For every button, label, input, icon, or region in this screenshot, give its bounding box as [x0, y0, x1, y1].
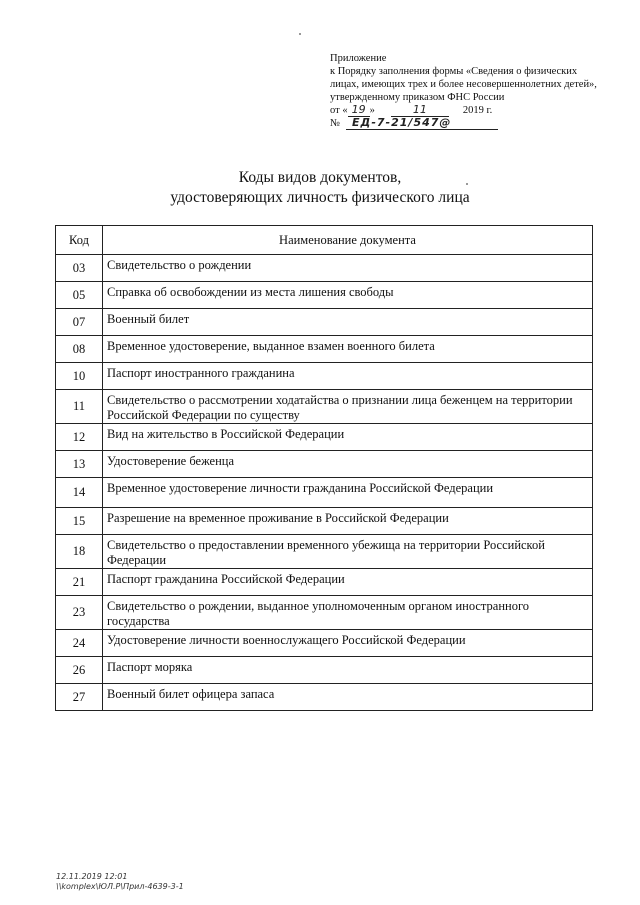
row-code: 27	[56, 684, 103, 711]
row-code: 13	[56, 451, 103, 478]
row-code: 24	[56, 630, 103, 657]
number-prefix: №	[330, 118, 341, 129]
table-row	[56, 535, 593, 569]
table-row	[56, 282, 593, 309]
row-name: Разрешение на временное проживание в Российской Федерации	[103, 508, 593, 535]
row-name: Паспорт моряка	[103, 657, 593, 684]
row-name: Военный билет	[103, 309, 593, 336]
table-header-row	[56, 226, 593, 255]
table-row	[56, 424, 593, 451]
document-codes-table	[55, 225, 593, 711]
row-name: Военный билет офицера запаса	[103, 684, 593, 711]
table-row	[56, 596, 593, 630]
row-code: 18	[56, 535, 103, 569]
footer-timestamp: 12.11.2019 12:01	[56, 872, 128, 881]
title-line-1: Коды видов документов,	[238, 169, 402, 186]
row-code: 07	[56, 309, 103, 336]
order-number	[330, 117, 630, 130]
row-code: 12	[56, 424, 103, 451]
table-row	[56, 309, 593, 336]
date-mid: »	[369, 105, 375, 116]
table-row	[56, 630, 593, 657]
document-title	[0, 168, 640, 208]
date-year: 2019 г.	[462, 105, 493, 116]
row-name: Справка об освобождении из места лишения свободы	[103, 282, 593, 309]
header-name: Наименование документа	[103, 226, 593, 255]
date-day: 19	[348, 104, 370, 117]
appendix-line: утвержденному приказом ФНС России	[330, 92, 505, 103]
row-name: Свидетельство о рождении, выданное уполномоченным органом иностранного государства	[103, 596, 593, 630]
row-name: Паспорт гражданина Российской Федерации	[103, 569, 593, 596]
table-row	[56, 451, 593, 478]
row-code: 03	[56, 255, 103, 282]
number-value: ЕД-7-21/547@	[346, 117, 498, 130]
row-code: 26	[56, 657, 103, 684]
row-name: Свидетельство о рождении	[103, 255, 593, 282]
table-row	[56, 508, 593, 535]
row-code: 21	[56, 569, 103, 596]
row-code: 10	[56, 363, 103, 390]
header-code: Код	[56, 226, 103, 255]
scan-speck	[299, 33, 301, 35]
appendix-line: лицах, имеющих трех и более несовершеннолетних детей»,	[330, 79, 597, 90]
row-code: 15	[56, 508, 103, 535]
table-row	[56, 657, 593, 684]
row-name: Удостоверение беженца	[103, 451, 593, 478]
row-name: Удостоверение личности военнослужащего Российской Федерации	[103, 630, 593, 657]
table-row	[56, 569, 593, 596]
table-body	[56, 255, 593, 711]
row-code: 11	[56, 390, 103, 424]
footer-path: \\komplex\ЮЛ.Р\Прил-4639-3-1	[56, 882, 184, 891]
appendix-line: к Порядку заполнения формы «Сведения о физических	[330, 66, 578, 77]
date-month: 11	[391, 104, 449, 117]
title-line-2: удостоверяющих личность физического лица	[170, 189, 470, 206]
table-row	[56, 255, 593, 282]
row-name: Временное удостоверение личности гражданина Российской Федерации	[103, 478, 593, 508]
row-name: Свидетельство о предоставлении временного убежища на территории Российской Федерации	[103, 535, 593, 569]
table-row	[56, 363, 593, 390]
row-code: 08	[56, 336, 103, 363]
table-row	[56, 390, 593, 424]
footer-stamp	[56, 872, 184, 892]
appendix-line: Приложение	[330, 53, 387, 64]
row-name: Вид на жительство в Российской Федерации	[103, 424, 593, 451]
table-row	[56, 478, 593, 508]
table-row	[56, 336, 593, 363]
row-name: Паспорт иностранного гражданина	[103, 363, 593, 390]
row-code: 05	[56, 282, 103, 309]
appendix-block	[330, 52, 630, 130]
table-row	[56, 684, 593, 711]
row-name: Свидетельство о рассмотрении ходатайства о признании лица беженцем на территории Российской Федерации по существу	[103, 390, 593, 424]
row-code: 14	[56, 478, 103, 508]
row-code: 23	[56, 596, 103, 630]
row-name: Временное удостоверение, выданное взамен военного билета	[103, 336, 593, 363]
date-prefix: от «	[330, 105, 348, 116]
